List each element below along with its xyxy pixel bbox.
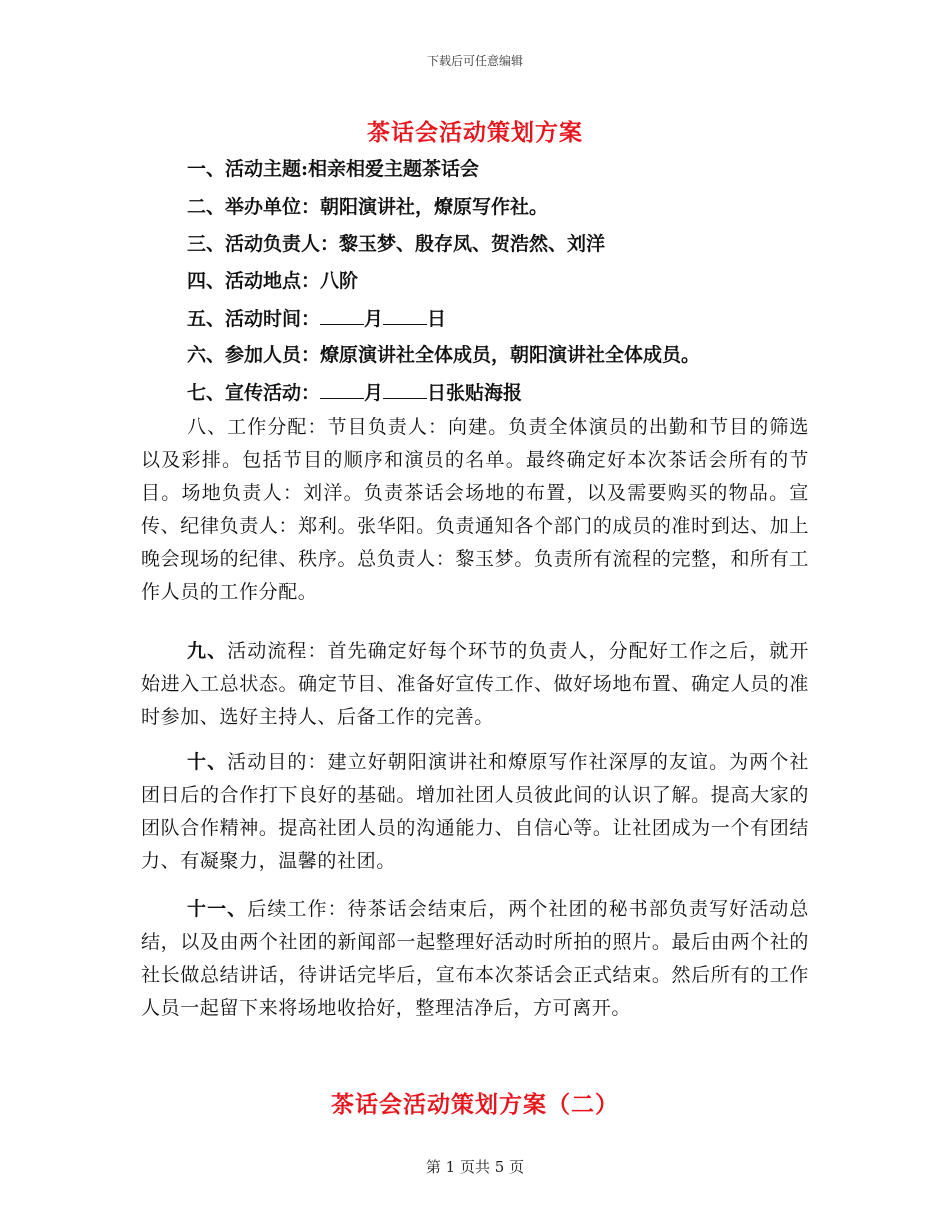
- info-value: 八阶: [320, 270, 359, 292]
- info-label: 一、活动主题:: [187, 158, 309, 180]
- paragraph-lead: 八、: [187, 416, 228, 438]
- paragraph-purpose: [141, 746, 809, 878]
- info-label: 四、活动地点：: [187, 270, 321, 292]
- info-line-leaders: [187, 232, 605, 256]
- info-label: 三、活动负责人：: [187, 233, 340, 255]
- blank-line: [383, 380, 427, 399]
- paragraph-work-assignment: [141, 411, 809, 609]
- info-line-location: [187, 269, 358, 293]
- info-line-publicity: [187, 380, 522, 405]
- info-label: 二、举办单位：: [187, 196, 321, 218]
- info-line-participants: [187, 343, 700, 367]
- info-value: 朝阳演讲社，燎原写作社。: [320, 196, 549, 218]
- info-line-time: [187, 306, 446, 331]
- blank-line: [320, 380, 364, 399]
- paragraph-text: 活动目的：建立好朝阳演讲社和燎原写作社深厚的友谊。为两个社团日后的合作打下良好的基础。增加社团人员彼此间的认识了解。提高大家的团队合作精神。提高社团人员的沟通能力、自信心等。让社团成为一个有团结力、有凝聚力，温馨的社团。: [141, 751, 810, 872]
- day-label: 日张贴海报: [427, 382, 523, 404]
- info-value: 相亲相爱主题茶话会: [308, 158, 480, 180]
- paragraph-lead: 十一、: [187, 898, 248, 920]
- day-label: 日: [427, 308, 447, 330]
- paragraph-text: 活动流程：首先确定好每个环节的负责人，分配好工作之后，就开始进入工总状态。确定节目、准备好宣传工作、做好场地布置、确定人员的准时参加、选好主持人、后备工作的完善。: [141, 640, 810, 728]
- paragraph-lead: 十、: [187, 751, 228, 773]
- section-title-2: 茶话会活动策划方案（二）: [331, 1091, 619, 1118]
- header-note: 下载后可任意编辑: [426, 54, 523, 68]
- blank-line: [383, 306, 427, 325]
- page-footer: 第 1 页共 5 页: [425, 1158, 525, 1176]
- blank-line: [320, 306, 364, 325]
- paragraph-followup: [141, 893, 809, 1025]
- paragraph-text: 后续工作：待茶话会结束后，两个社团的秘书部负责写好活动总结，以及由两个社团的新闻部一起整理好活动时所拍的照片。最后由两个社的社长做总结讲话，待讲话完毕后，宣布本次茶话会正式结束。然后所有的工作人员一起留下来将场地收拾好，整理洁净后，方可离开。: [141, 898, 809, 1019]
- paragraph-text: 工作分配：节目负责人：向建。负责全体演员的出勤和节目的筛选以及彩排。包括节目的顺序和演员的名单。最终确定好本次茶话会所有的节目。场地负责人：刘洋。负责茶话会场地的布置，以及需要购买的物品。宣传、纪律负责人：郑利。张华阳。负责通知各个部门的成员的准时到达、加上晚会现场的纪律、秩序。总负责人：黎玉梦。负责所有流程的完整，和所有工作人员的工作分配。: [141, 416, 810, 603]
- paragraph-lead: 九、: [187, 640, 228, 662]
- info-label: 五、活动时间：: [187, 308, 321, 330]
- info-line-organizer: [187, 195, 548, 219]
- document-title: 茶话会活动策划方案: [367, 119, 583, 146]
- info-value: 燎原演讲社全体成员，朝阳演讲社全体成员。: [320, 344, 701, 366]
- month-label: 月: [364, 308, 384, 330]
- info-line-theme: [187, 157, 479, 181]
- paragraph-process: [141, 635, 809, 734]
- info-value: 黎玉梦、殷存凤、贺浩然、刘洋: [339, 233, 606, 255]
- info-label: 六、参加人员：: [187, 344, 321, 366]
- month-label: 月: [364, 382, 384, 404]
- info-label: 七、宣传活动：: [187, 382, 321, 404]
